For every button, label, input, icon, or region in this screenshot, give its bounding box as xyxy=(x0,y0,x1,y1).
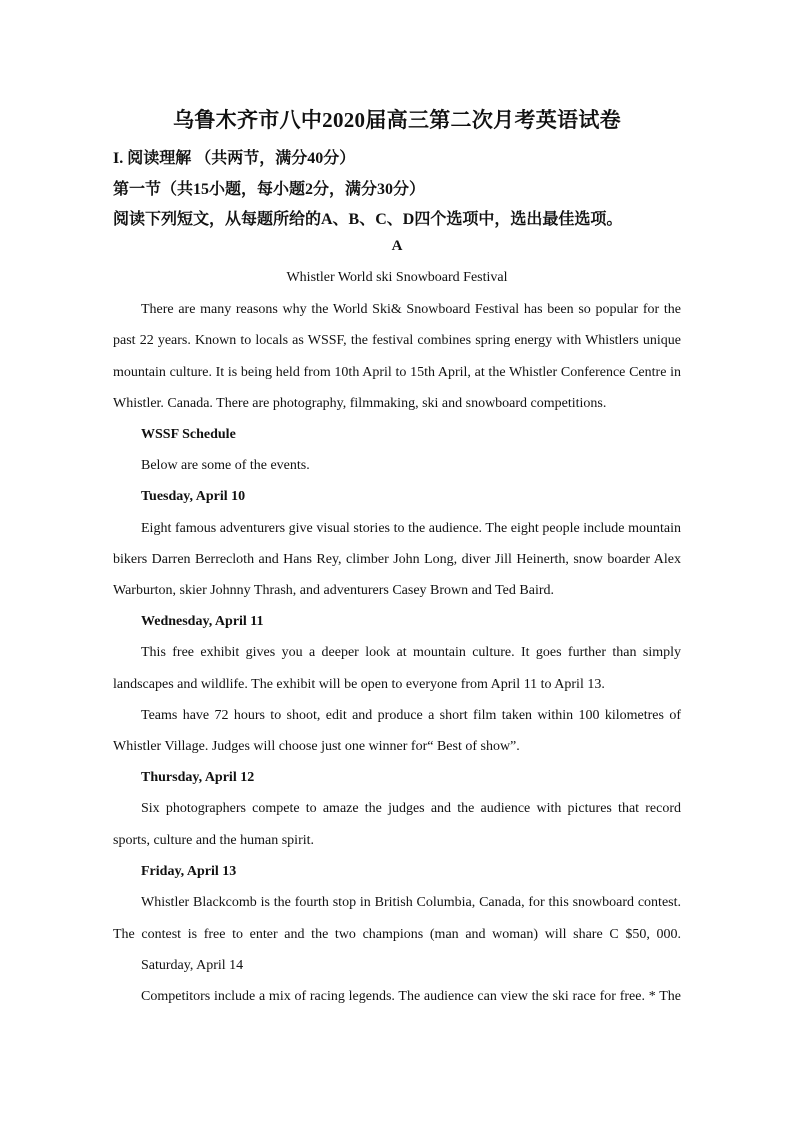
schedule-heading: WSSF Schedule xyxy=(141,427,236,442)
section-heading: I. 阅读理解 （共两节，满分40分） xyxy=(113,150,356,167)
saturday-heading: Saturday, April 14 xyxy=(141,958,244,973)
tuesday-line: Warburton, skier Johnny Thrash, and adventurers Casey Brown and Ted Baird. xyxy=(113,583,554,598)
friday-heading: Friday, April 13 xyxy=(141,864,237,879)
thursday-line: sports, culture and the human spirit. xyxy=(113,833,315,848)
schedule-intro: Below are some of the events. xyxy=(141,458,310,473)
tuesday-line: bikers Darren Berrecloth and Hans Rey, climber John Long, diver Jill Heinerth, snow boarder Alex xyxy=(113,552,681,567)
thursday-heading: Thursday, April 12 xyxy=(141,770,255,785)
instruction-text: 阅读下列短文，从每题所给的A、B、C、D四个选项中，选出最佳选项。 xyxy=(113,211,623,228)
wednesday-line: Whistler Village. Judges will choose just one winner for“ Best of show”. xyxy=(113,739,520,754)
exam-title: 乌鲁木齐市八中2020届高三第二次月考英语试卷 xyxy=(173,108,621,132)
wednesday-heading: Wednesday, April 11 xyxy=(141,614,264,629)
intro-line: mountain culture. It is being held from 10th April to 15th April, at the Whistler Conference Centre in xyxy=(113,365,681,380)
wednesday-line: This free exhibit gives you a deeper look at mountain culture. It goes further than simply xyxy=(141,645,681,660)
intro-line: past 22 years. Known to locals as WSSF, the festival combines spring energy with Whistlers unique xyxy=(113,333,681,348)
wednesday-line: Teams have 72 hours to shoot, edit and produce a short film taken within 100 kilometres of xyxy=(141,708,681,723)
wednesday-line: landscapes and wildlife. The exhibit will be open to everyone from April 11 to April 13. xyxy=(113,677,605,692)
thursday-line: Six photographers compete to amaze the judges and the audience with pictures that record xyxy=(141,801,681,816)
passage-letter: A xyxy=(391,238,403,254)
tuesday-heading: Tuesday, April 10 xyxy=(141,489,246,504)
saturday-line: Competitors include a mix of racing legends. The audience can view the ski race for free. * The xyxy=(141,989,681,1004)
passage-title: Whistler World ski Snowboard Festival xyxy=(286,270,508,285)
intro-line: Whistler. Canada. There are photography, filmmaking, ski and snowboard competitions. xyxy=(113,396,607,411)
intro-line: There are many reasons why the World Ski& Snowboard Festival has been so popular for the xyxy=(141,302,681,317)
friday-line: The contest is free to enter and the two champions (man and woman) will share C $50, 000. xyxy=(113,927,681,942)
friday-line: Whistler Blackcomb is the fourth stop in British Columbia, Canada, for this snowboard contest. xyxy=(141,895,681,910)
tuesday-line: Eight famous adventurers give visual stories to the audience. The eight people include mountain xyxy=(141,521,681,536)
part-heading: 第一节（共15小题，每小题2分，满分30分） xyxy=(113,181,426,198)
